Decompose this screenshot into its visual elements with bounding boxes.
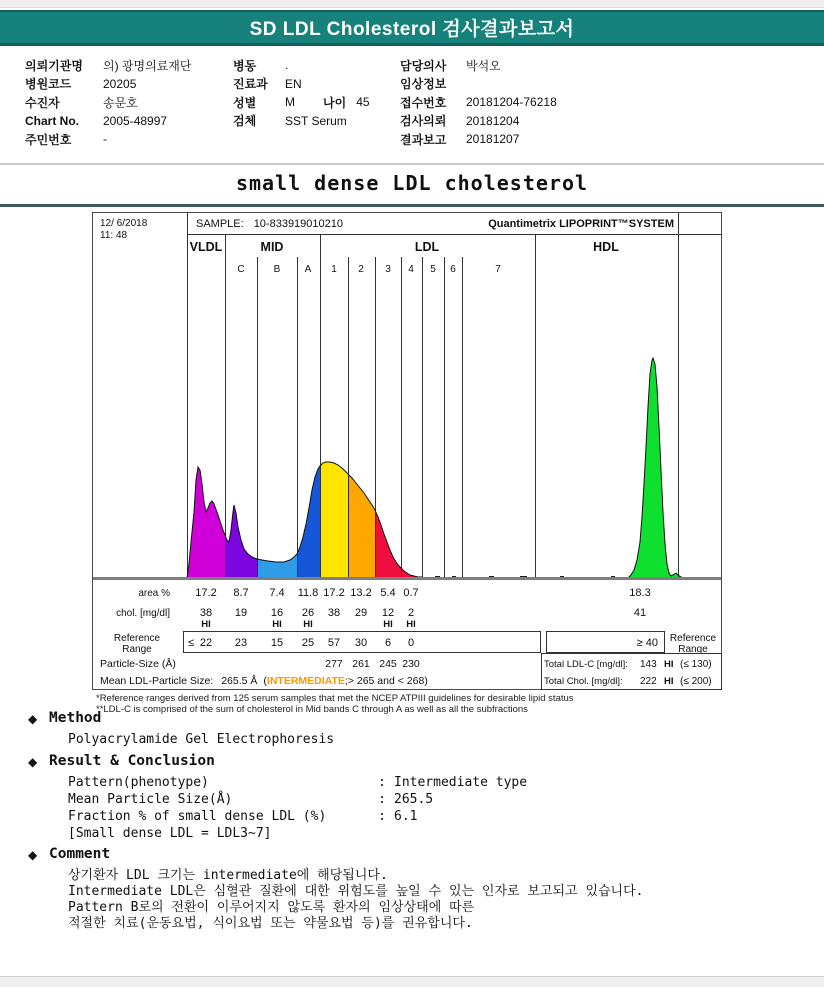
footnote-2: **LDL-C is comprised of the sum of cholesterol in Mid bands C through A as well as all the subfractions bbox=[96, 704, 528, 714]
result-name: Mean Particle Size(Å) bbox=[68, 792, 233, 807]
total-ldl-label: Total LDL-C [mg/dl]: bbox=[544, 659, 628, 670]
field-label: Chart No. bbox=[25, 113, 79, 128]
svg-text:C: C bbox=[237, 264, 245, 275]
result-value: 265.5 bbox=[394, 792, 434, 807]
svg-text:17.2: 17.2 bbox=[323, 587, 345, 599]
total-chol-ref: (≤ 200) bbox=[680, 676, 712, 687]
field-value: 송문호 bbox=[103, 95, 138, 110]
total-ldl-ref: (≤ 130) bbox=[680, 659, 712, 670]
diamond-bullet-icon: ◆ bbox=[28, 848, 38, 862]
comment-title: Comment bbox=[49, 846, 111, 862]
section-label-hdl: HDL bbox=[593, 240, 619, 254]
field-hospital-code bbox=[25, 75, 191, 94]
section-label-vldl: VLDL bbox=[189, 240, 223, 254]
svg-text:5.4: 5.4 bbox=[380, 587, 396, 599]
field-value: 의) 광명의료재단 bbox=[103, 58, 192, 73]
svg-text:245: 245 bbox=[379, 658, 397, 670]
chol-row-values bbox=[200, 607, 646, 619]
chart-time: 11: 48 bbox=[100, 230, 128, 241]
mean-label: Mean LDL-Particle Size: bbox=[100, 675, 214, 687]
field-value: 20205 bbox=[103, 76, 137, 91]
svg-text:16: 16 bbox=[270, 607, 284, 619]
comment-line: Pattern B로의 전환이 이루어지지 않도록 환자의 임상상태에 따른 bbox=[68, 900, 475, 915]
svg-text:22: 22 bbox=[199, 637, 213, 649]
svg-text:30: 30 bbox=[354, 637, 368, 649]
svg-text:2: 2 bbox=[358, 264, 364, 275]
svg-text:3: 3 bbox=[385, 264, 391, 275]
svg-text:57: 57 bbox=[327, 637, 341, 649]
ref-low-symbol: ≤ bbox=[187, 637, 195, 649]
result-row-sdldl-fraction bbox=[68, 809, 417, 824]
field-value: 20181204 bbox=[466, 113, 520, 128]
field-label: 검사의뢰 bbox=[400, 114, 447, 129]
field-value: 45 bbox=[356, 95, 370, 110]
svg-text:25: 25 bbox=[301, 637, 315, 649]
divider-dark bbox=[0, 204, 824, 207]
comment-line: 적절한 치료(운동요법, 식이요법 또는 약물요법 등)를 권유합니다. bbox=[68, 916, 473, 931]
result-colon: : bbox=[378, 792, 386, 807]
svg-text:HI: HI bbox=[303, 619, 313, 630]
instrument-brand: Quantimetrix LIPOPRINT™SYSTEM bbox=[488, 218, 674, 230]
svg-text:7: 7 bbox=[495, 264, 501, 275]
result-note: [Small dense LDL = LDL3~7] bbox=[68, 826, 272, 841]
result-title: Result & Conclusion bbox=[49, 753, 215, 769]
svg-text:0: 0 bbox=[407, 637, 415, 649]
field-value: - bbox=[103, 132, 107, 147]
footnote-1: *Reference ranges derived from 125 serum samples that met the NCEP ATPIII guidelines for desirable lipid status bbox=[96, 693, 574, 704]
field-value: EN bbox=[285, 76, 302, 91]
chol-row-label: chol. [mg/dl] bbox=[116, 608, 170, 619]
field-sex-age bbox=[233, 93, 370, 112]
field-label: 의뢰기관명 bbox=[25, 58, 83, 73]
svg-text:HI: HI bbox=[272, 619, 282, 630]
patient-info-col3 bbox=[400, 56, 557, 149]
svg-text:6: 6 bbox=[384, 637, 392, 649]
svg-text:12: 12 bbox=[381, 607, 395, 619]
ref-range-values bbox=[200, 637, 414, 649]
intermediate-flag: INTERMEDIATE bbox=[266, 675, 345, 687]
svg-text:41: 41 bbox=[633, 607, 647, 619]
ref-label-left-1: Reference bbox=[113, 633, 161, 644]
sample-id: 10-833919010210 bbox=[253, 218, 343, 230]
field-value: M bbox=[285, 95, 295, 110]
report-banner bbox=[0, 10, 824, 46]
field-value: 20181204-76218 bbox=[466, 95, 557, 110]
svg-text:11.8: 11.8 bbox=[297, 587, 319, 599]
patient-info-col2 bbox=[233, 56, 370, 130]
chol-hi-flags bbox=[201, 619, 416, 630]
hdl-ref-value: ≥ 40 bbox=[636, 637, 658, 649]
svg-text:4: 4 bbox=[408, 264, 414, 275]
bottom-strip bbox=[0, 976, 824, 987]
svg-text:23: 23 bbox=[234, 637, 248, 649]
svg-text:19: 19 bbox=[234, 607, 248, 619]
field-value: 20181207 bbox=[466, 132, 520, 147]
divider-gray bbox=[0, 163, 824, 165]
field-specimen bbox=[233, 112, 370, 131]
field-ward bbox=[233, 56, 370, 75]
result-value: 6.1 bbox=[394, 809, 418, 824]
ref-label-right-1: Reference bbox=[669, 633, 717, 644]
field-patient-name bbox=[25, 93, 191, 112]
sample-label: SAMPLE: bbox=[196, 218, 244, 230]
field-value: . bbox=[285, 58, 289, 73]
svg-text:26: 26 bbox=[301, 607, 315, 619]
total-ldl-value: 143 bbox=[640, 659, 657, 670]
field-report-date bbox=[400, 130, 557, 149]
total-chol-value: 222 bbox=[640, 676, 657, 687]
electrophoresis-band-fills bbox=[187, 358, 684, 578]
svg-text:HI: HI bbox=[201, 619, 211, 630]
area-row-label: area % bbox=[138, 588, 170, 599]
svg-text:HI: HI bbox=[406, 619, 416, 630]
field-label: 임상정보 bbox=[400, 77, 447, 92]
result-row-mean-size bbox=[68, 792, 433, 807]
field-order-date bbox=[400, 112, 557, 131]
svg-text:8.7: 8.7 bbox=[233, 587, 249, 599]
field-clinical-info bbox=[400, 75, 557, 94]
svg-text:6: 6 bbox=[450, 264, 456, 275]
result-value: Intermediate type bbox=[394, 775, 528, 790]
particle-row-values bbox=[325, 658, 420, 670]
method-body: Polyacrylamide Gel Electrophoresis bbox=[68, 732, 335, 747]
field-chart-no bbox=[25, 112, 191, 131]
sample-line bbox=[196, 218, 343, 230]
diamond-bullet-icon: ◆ bbox=[28, 712, 38, 726]
svg-text:17.2: 17.2 bbox=[195, 587, 217, 599]
svg-text:1: 1 bbox=[331, 264, 337, 275]
result-name: Pattern(phenotype) bbox=[68, 775, 209, 790]
report-banner-title: SD LDL Cholesterol 검사결과보고서 bbox=[249, 19, 575, 40]
field-label: 결과보고 bbox=[400, 132, 447, 147]
field-doctor bbox=[400, 56, 557, 75]
method-title: Method bbox=[49, 710, 102, 726]
chart-date: 12/ 6/2018 bbox=[100, 218, 148, 229]
svg-text:29: 29 bbox=[354, 607, 368, 619]
field-label: 주민번호 bbox=[25, 132, 72, 147]
mean-value: 265.5 Å bbox=[221, 675, 258, 687]
result-colon: : bbox=[378, 775, 386, 790]
field-label: 담당의사 bbox=[400, 58, 447, 73]
paren-open: ( bbox=[263, 675, 267, 687]
field-value: SST Serum bbox=[285, 113, 347, 128]
svg-text:HI: HI bbox=[383, 619, 393, 630]
field-resident-no bbox=[25, 130, 191, 149]
section-label-mid: MID bbox=[260, 240, 284, 254]
field-label: 접수번호 bbox=[400, 95, 447, 110]
svg-text:38: 38 bbox=[199, 607, 213, 619]
band-fill-hdl bbox=[628, 358, 684, 578]
field-department bbox=[233, 75, 370, 94]
patient-info-col1 bbox=[25, 56, 191, 149]
result-name: Fraction % of small dense LDL (%) bbox=[68, 809, 327, 824]
diamond-bullet-icon: ◆ bbox=[28, 755, 38, 769]
field-label: 수진자 bbox=[25, 95, 60, 110]
field-label: 검체 bbox=[233, 114, 257, 129]
total-ldl-flag: HI bbox=[664, 659, 674, 670]
top-strip bbox=[0, 0, 824, 8]
svg-text:38: 38 bbox=[327, 607, 341, 619]
svg-text:13.2: 13.2 bbox=[350, 587, 372, 599]
field-label: 병동 bbox=[233, 58, 257, 73]
field-label: 진료과 bbox=[233, 77, 268, 92]
mean-particle-size-line bbox=[100, 674, 428, 687]
svg-text:7.4: 7.4 bbox=[269, 587, 285, 599]
svg-text:277: 277 bbox=[325, 658, 343, 670]
ref-label-right-2: Range bbox=[678, 644, 708, 655]
svg-text:261: 261 bbox=[352, 658, 370, 670]
baseline bbox=[92, 577, 722, 580]
total-chol-flag: HI bbox=[664, 676, 674, 687]
field-accession-no bbox=[400, 93, 557, 112]
field-label: 나이 bbox=[323, 95, 347, 110]
comment-line: 상기환자 LDL 크기는 intermediate에 해당됩니다. bbox=[68, 868, 388, 883]
result-row-pattern bbox=[68, 775, 527, 790]
svg-text:B: B bbox=[273, 264, 281, 275]
subband-labels bbox=[237, 264, 501, 275]
mean-note: ;> 265 and < 268) bbox=[344, 675, 428, 687]
field-institution bbox=[25, 56, 191, 75]
field-value: 박석오 bbox=[466, 58, 501, 73]
svg-text:A: A bbox=[304, 264, 312, 275]
total-chol-label: Total Chol. [mg/dl]: bbox=[544, 676, 623, 687]
field-value: 2005-48997 bbox=[103, 113, 168, 128]
ref-label-left-2: Range bbox=[122, 644, 152, 655]
svg-text:230: 230 bbox=[402, 658, 420, 670]
field-label: 병원코드 bbox=[25, 77, 72, 92]
svg-text:5: 5 bbox=[430, 264, 436, 275]
svg-text:18.3: 18.3 bbox=[629, 587, 651, 599]
field-label: 성별 bbox=[233, 95, 257, 110]
section-label-ldl: LDL bbox=[414, 240, 440, 254]
particle-row-label: Particle-Size (Å) bbox=[100, 658, 176, 670]
comment-line: Intermediate LDL은 심혈관 질환에 대한 위험도를 높일 수 있는 인자로 보고되고 있습니다. bbox=[68, 884, 644, 899]
area-row-values bbox=[195, 587, 650, 599]
result-colon: : bbox=[378, 809, 386, 824]
svg-text:2: 2 bbox=[407, 607, 415, 619]
svg-text:15: 15 bbox=[270, 637, 284, 649]
svg-text:0.7: 0.7 bbox=[403, 587, 419, 599]
section-title: small dense LDL cholesterol bbox=[235, 171, 589, 195]
lipoprint-chart bbox=[92, 212, 724, 714]
